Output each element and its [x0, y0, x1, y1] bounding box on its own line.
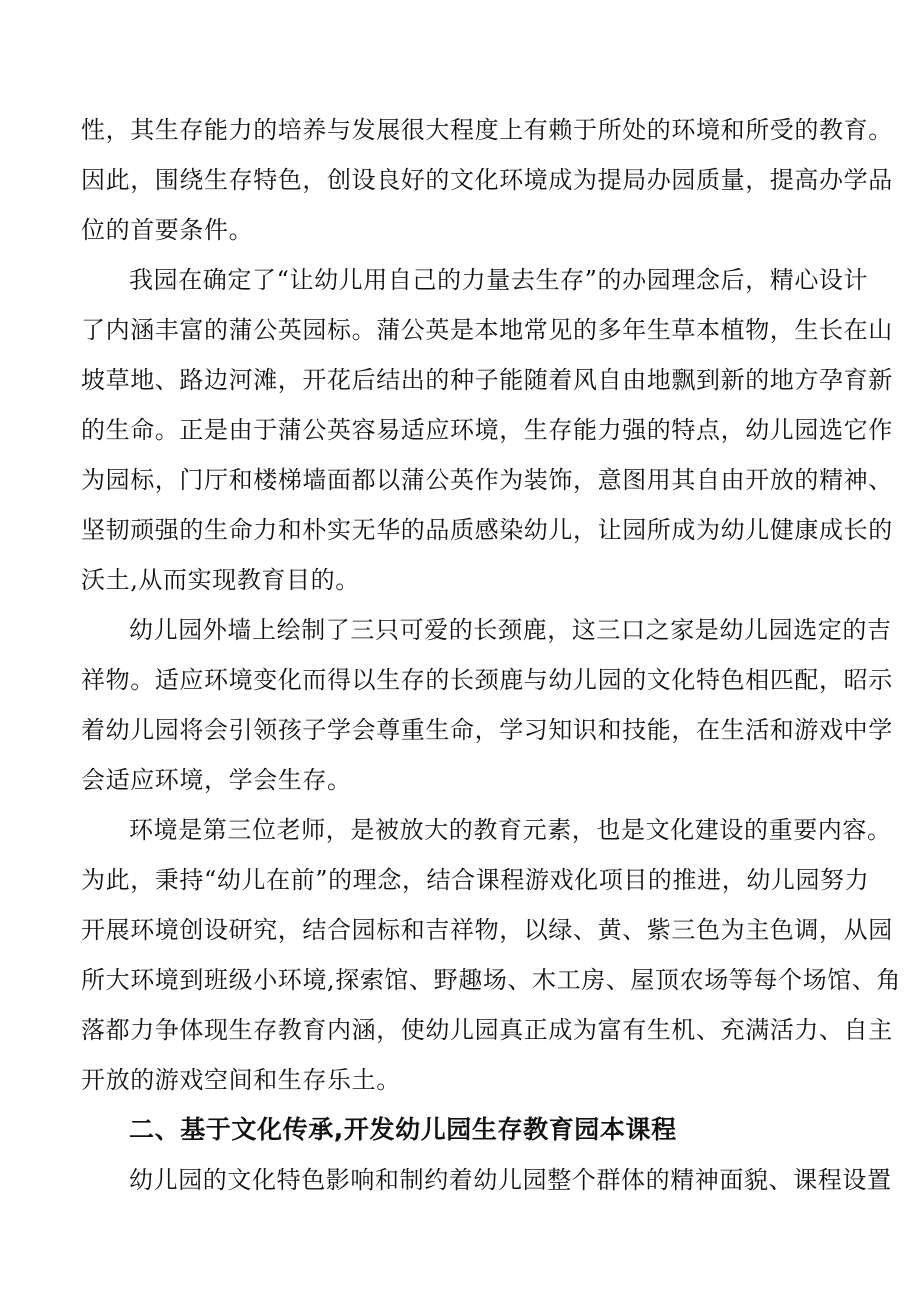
text-line: 环境是第三位老师，是被放大的教育元素，也是文化建设的重要内容。	[129, 816, 892, 844]
text-line: 为此，秉持“幼儿在前”的理念，结合课程游戏化项目的推进，幼儿园努力	[81, 866, 870, 894]
text-line: 坡草地、路边河滩，开花后结出的种子能随着风自由地飘到新的地方孕育新	[81, 366, 893, 394]
text-line: 性，其生存能力的培养与发展很大程度上有赖于所处的环境和所受的教育。	[81, 116, 893, 144]
text-line: 落都力争体现生存教育内涵，使幼儿园真正成为富有生机、充满活力、自主	[81, 1016, 893, 1044]
text-line: 坚韧顽强的生命力和朴实无华的品质感染幼儿，让园所成为幼儿健康成长的	[81, 516, 893, 544]
paragraph-4-line-3	[0, 907, 920, 953]
paragraph-4-line-2	[0, 857, 920, 903]
paragraph-3-line-2	[0, 657, 920, 703]
paragraph-1-line-2	[0, 157, 920, 203]
paragraph-5-line-1	[0, 1157, 920, 1203]
text-line: 幼儿园外墙上绘制了三只可爱的长颈鹿，这三口之家是幼儿园选定的吉	[129, 616, 892, 644]
text-line: 位的首要条件。	[81, 216, 254, 244]
text-line: 的生命。正是由于蒲公英容易适应环境，生存能力强的特点，幼儿园选它作	[81, 416, 893, 444]
text-line: 因此，围绕生存特色，创设良好的文化环境成为提局办园质量，提高办学品	[81, 166, 893, 194]
paragraph-4-line-1	[0, 807, 920, 853]
paragraph-1-line-3	[0, 207, 920, 253]
text-line: 会适应环境，学会生存。	[81, 766, 352, 794]
paragraph-3-line-4	[0, 757, 920, 803]
text-line: 为园标，门厅和楼梯墙面都以蒲公英作为装饰，意图用其自由开放的精神、	[81, 466, 893, 494]
section-heading: 二、基于文化传承,开发幼儿园生存教育园本课程	[129, 1115, 677, 1144]
paragraph-4-line-4	[0, 957, 920, 1003]
paragraph-2-line-2	[0, 307, 920, 353]
paragraph-2-line-5	[0, 457, 920, 503]
paragraph-3-line-3	[0, 707, 920, 753]
paragraph-4-line-5	[0, 1007, 920, 1053]
text-line: 着幼儿园将会引领孩子学会尊重生命，学习知识和技能，在生活和游戏中学	[81, 716, 893, 744]
text-line: 祥物。适应环境变化而得以生存的长颈鹿与幼儿园的文化特色相匹配，昭示	[81, 666, 893, 694]
text-line: 开放的游戏空间和生存乐土。	[81, 1066, 401, 1094]
text-line: 开展环境创设研究，结合园标和吉祥物，以绿、黄、紫三色为主色调，从园	[81, 916, 893, 944]
text-line: 了内涵丰富的蒲公英园标。蒲公英是本地常见的多年生草本植物，生长在山	[81, 316, 893, 344]
paragraph-4-line-6	[0, 1057, 920, 1103]
section-heading-line	[0, 1107, 920, 1153]
text-line: 幼儿园的文化特色影响和制约着幼儿园整个群体的精神面貌、课程设置	[129, 1166, 892, 1194]
text-line: 沃土,从而实现教育目的。	[81, 566, 360, 594]
text-line: 所大环境到班级小环境,探索馆、野趣场、木工房、屋顶农场等每个场馆、角	[81, 966, 902, 994]
text-line: 我园在确定了“让幼儿用自己的力量去生存”的办园理念后，精心设计	[129, 266, 869, 294]
paragraph-3-line-1	[0, 607, 920, 653]
paragraph-2-line-7	[0, 557, 920, 603]
paragraph-2-line-3	[0, 357, 920, 403]
paragraph-2-line-4	[0, 407, 920, 453]
paragraph-2-line-6	[0, 507, 920, 553]
paragraph-2-line-1	[0, 257, 920, 303]
paragraph-1-line-1	[0, 107, 920, 153]
